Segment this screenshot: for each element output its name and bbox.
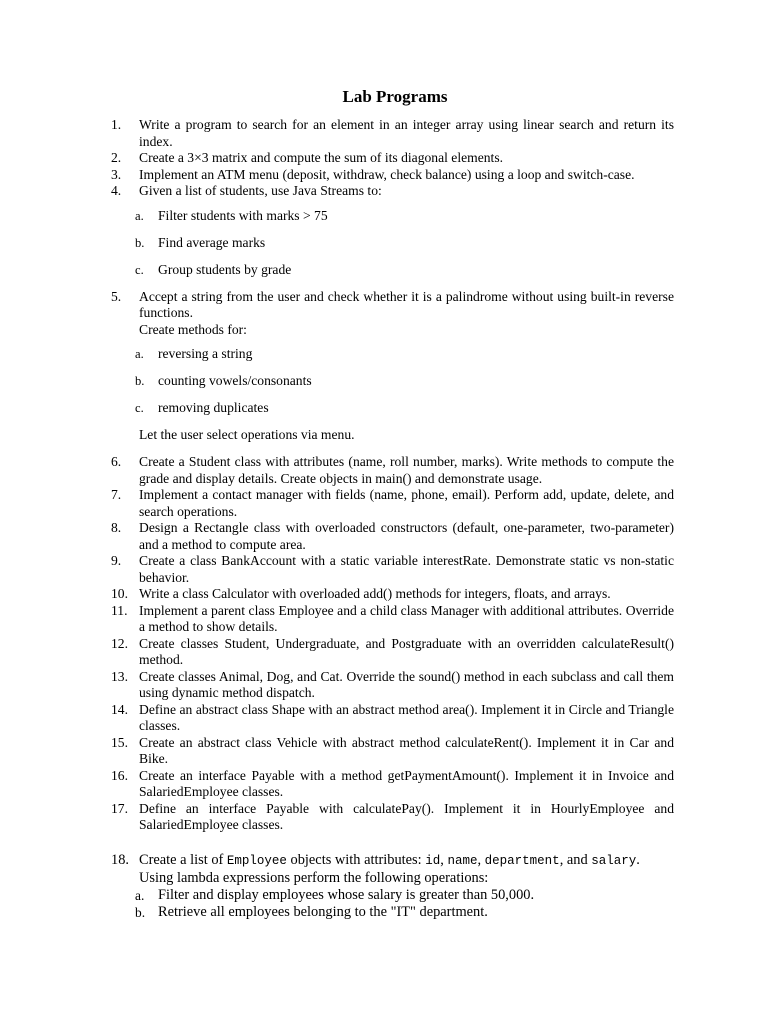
sub-item-text: counting vowels/consonants (158, 373, 312, 388)
code-name: name (447, 853, 478, 868)
item-text: Implement an ATM menu (deposit, withdraw, check balance) using a loop and switch-case. (139, 166, 635, 182)
list-item (111, 636, 674, 669)
list-item (111, 454, 674, 487)
sub-item-text: removing duplicates (158, 400, 269, 415)
sub-item-letter: c. (135, 262, 144, 277)
item-number: 1. (111, 117, 122, 132)
code-employee: Employee (226, 853, 287, 868)
sub-item-text: Filter students with marks > 75 (158, 207, 328, 223)
item-number: 12. (111, 635, 128, 651)
list-item (111, 183, 674, 200)
sub-item (111, 208, 674, 225)
list-item (111, 553, 674, 586)
list-item (111, 487, 674, 520)
item-number: 14. (111, 701, 128, 717)
list-item (111, 117, 674, 150)
sub-item (111, 346, 674, 363)
item-text: Implement a parent class Employee and a child class Manager with additional attributes. Override a method to show details. (139, 602, 674, 634)
item-text: Write a class Calculator with overloaded add() methods for integers, floats, and arrays. (139, 586, 611, 601)
sub-item-letter: b. (135, 235, 145, 250)
item-text: Create a Student class with attributes (name, roll number, marks). Write methods to compute the grade and display details. Create objects in main() and demonstrate usage. (139, 454, 674, 486)
item-number: 2. (111, 150, 122, 165)
item-text: Create a list of Employee objects with attributes: id, name, department, and salary. (139, 851, 640, 868)
page-title: Lab Programs (342, 87, 448, 106)
sub-item-letter: a. (135, 208, 144, 223)
sub-item (111, 904, 674, 921)
sub-item-text: Group students by grade (158, 261, 292, 277)
item-text-after: Let the user select operations via menu. (139, 427, 355, 442)
item-number: 10. (111, 586, 128, 601)
item-text: Create classes Animal, Dog, and Cat. Override the sound() method in each subclass and call them using dynamic method dispatch. (139, 668, 674, 700)
item-number: 17. (111, 800, 128, 816)
item-number: 5. (111, 288, 122, 304)
item-number: 11. (111, 602, 128, 618)
sub-item-letter: a. (135, 347, 144, 361)
item-text: Write a program to search for an element in an integer array using linear search and return its index. (139, 117, 674, 149)
item-text-continued: Using lambda expressions perform the following operations: (139, 869, 489, 886)
list-item (111, 735, 674, 768)
item-text: Accept a string from the user and check whether it is a palindrome without using built-in reverse functions. (139, 288, 674, 320)
item-number: 3. (111, 166, 122, 182)
item-text-continued: Create methods for: (139, 321, 247, 337)
item-text: Given a list of students, use Java Streams to: (139, 183, 382, 198)
item-text: Create classes Student, Undergraduate, and Postgraduate with an overridden calculateResult() method. (139, 635, 674, 667)
item-number: 16. (111, 767, 128, 783)
list-item (111, 603, 674, 636)
item-text: Define an interface Payable with calculatePay(). Implement it in HourlyEmployee and SalariedEmployee classes. (139, 800, 674, 832)
item-text: Create an abstract class Vehicle with abstract method calculateRent(). Implement it in Car and Bike. (139, 734, 674, 766)
sub-item-letter: b. (135, 904, 146, 920)
code-department: department (484, 853, 560, 868)
sublist (111, 346, 674, 417)
sub-item (111, 887, 674, 904)
list-item-18 (111, 852, 674, 921)
item-number: 18. (111, 851, 129, 868)
list-item (111, 801, 674, 834)
list-item (111, 586, 674, 603)
list-item (111, 150, 674, 167)
item-text: Design a Rectangle class with overloaded constructors (default, one-parameter, two-parameter) and a method to compute area. (139, 520, 674, 552)
item-number: 6. (111, 454, 122, 469)
sub-item-letter: a. (135, 887, 145, 903)
item-text: Define an abstract class Shape with an abstract method area(). Implement it in Circle and Triangle classes. (139, 701, 674, 733)
code-id: id (425, 853, 441, 868)
item-text: Create a 3×3 matrix and compute the sum of its diagonal elements. (139, 150, 504, 165)
list-item (111, 669, 674, 702)
sub-item (111, 400, 674, 417)
sub-item-text: Find average marks (158, 234, 266, 250)
item-number: 8. (111, 520, 122, 535)
list-item (111, 289, 674, 322)
item-number: 4. (111, 183, 122, 198)
item-text: Create an interface Payable with a method getPaymentAmount(). Implement it in Invoice and SalariedEmployee classes. (139, 767, 674, 799)
sub-item-text: Retrieve all employees belonging to the "IT" department. (158, 903, 488, 920)
sub-item (111, 262, 674, 279)
code-salary: salary (591, 853, 637, 868)
lab-program-list (111, 117, 674, 921)
sub-item (111, 235, 674, 252)
sub-item (111, 373, 674, 390)
list-item (111, 167, 674, 184)
sub-item-text: reversing a string (158, 346, 253, 361)
sub-item-text: Filter and display employees whose salary is greater than 50,000. (158, 886, 535, 903)
sub-item-letter: c. (135, 401, 144, 415)
list-item (111, 520, 674, 553)
sub-item-letter: b. (135, 374, 145, 388)
sublist (111, 208, 674, 279)
item-number: 13. (111, 668, 128, 684)
item-text: Create a class BankAccount with a static variable interestRate. Demonstrate static vs non-static behavior. (139, 553, 674, 585)
item-number: 7. (111, 487, 122, 502)
item-number: 9. (111, 553, 122, 568)
item-number: 15. (111, 734, 128, 750)
list-item (111, 768, 674, 801)
list-item (111, 702, 674, 735)
list-item (111, 852, 674, 870)
item-text: Implement a contact manager with fields (name, phone, email). Perform add, update, delete, and search operations. (139, 487, 674, 519)
